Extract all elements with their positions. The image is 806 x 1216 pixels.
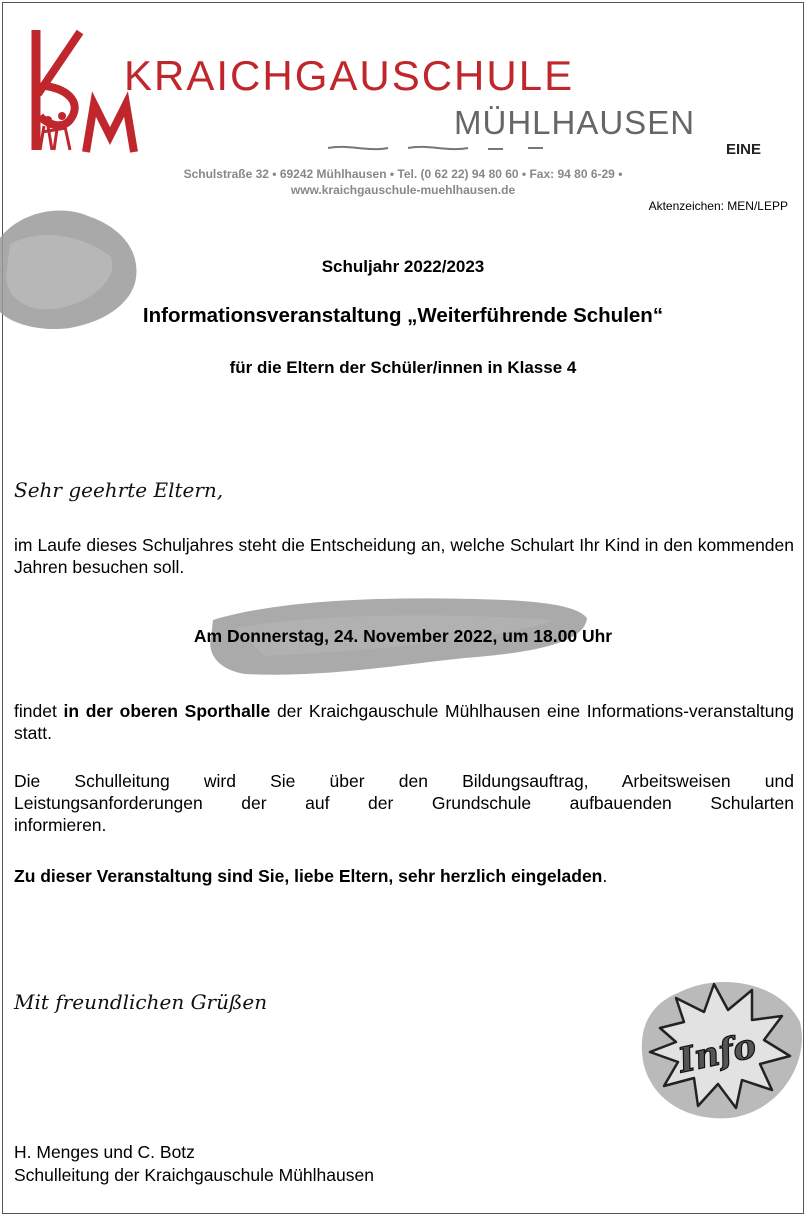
audience-line: für die Eltern der Schüler/innen in Klasse 4 [229,358,577,377]
content-paragraph [14,770,794,836]
invitation-period: . [602,866,608,886]
cut-off-slogan [328,144,558,152]
location-paragraph [14,700,794,744]
school-name: KRAICHGAUSCHULE [124,52,575,99]
salutation: Sehr geehrte Eltern, [14,478,224,502]
closing-greeting: Mit freundlichen Grüßen [14,990,268,1014]
content-line-3: informieren. [14,815,107,835]
content-line-1: Die Schulleitung wird Sie über den Bildungsauftrag, Arbeitsweisen und [14,771,794,791]
town-name: MÜHLHAUSEN [454,104,696,141]
svg-text:EINE: EINE [726,141,762,156]
address-line: Schulstraße 32 • 69242 Mühlhausen • Tel. (0 62 22) 94 80 60 • Fax: 94 80 6-29 • [183,167,623,181]
event-title: Informationsveranstaltung „Weiterführende Schulen“ [142,304,664,327]
info-badge-icon [640,972,806,1122]
info-badge-label: Info [674,1025,760,1082]
location-prefix: findet [14,701,64,721]
signatory-role: Schulleitung der Kraichgauschule Mühlhausen [14,1165,374,1185]
signature-block [14,1141,374,1187]
invitation-paragraph [14,865,794,887]
intro-paragraph: im Laufe dieses Schuljahres steht die Entscheidung an, welche Schulart Ihr Kind in den kommenden Jahren besuchen soll. [14,535,794,577]
signatory-names: H. Menges und C. Botz [14,1142,195,1162]
school-year: Schuljahr 2022/2023 [321,257,485,276]
invitation-text: Zu dieser Veranstaltung sind Sie, liebe Eltern, sehr herzlich eingeladen [14,866,603,886]
content-line-2: Leistungsanforderungen der auf der Grundschule aufbauenden Schularten [14,793,794,813]
file-reference: Aktenzeichen: MEN/LEPP [648,199,788,213]
cut-off-eine [724,138,780,156]
website-link[interactable]: www.kraichgauschule-muehlhausen.de [290,183,516,197]
location-venue: in der oberen Sporthalle [63,701,271,721]
location-suffix: der Kraichgauschule Mühlhausen eine Informations-veranstaltung statt. [14,701,794,743]
address-block [0,166,806,198]
event-date: Am Donnerstag, 24. November 2022, um 18.00 Uhr [193,626,613,646]
